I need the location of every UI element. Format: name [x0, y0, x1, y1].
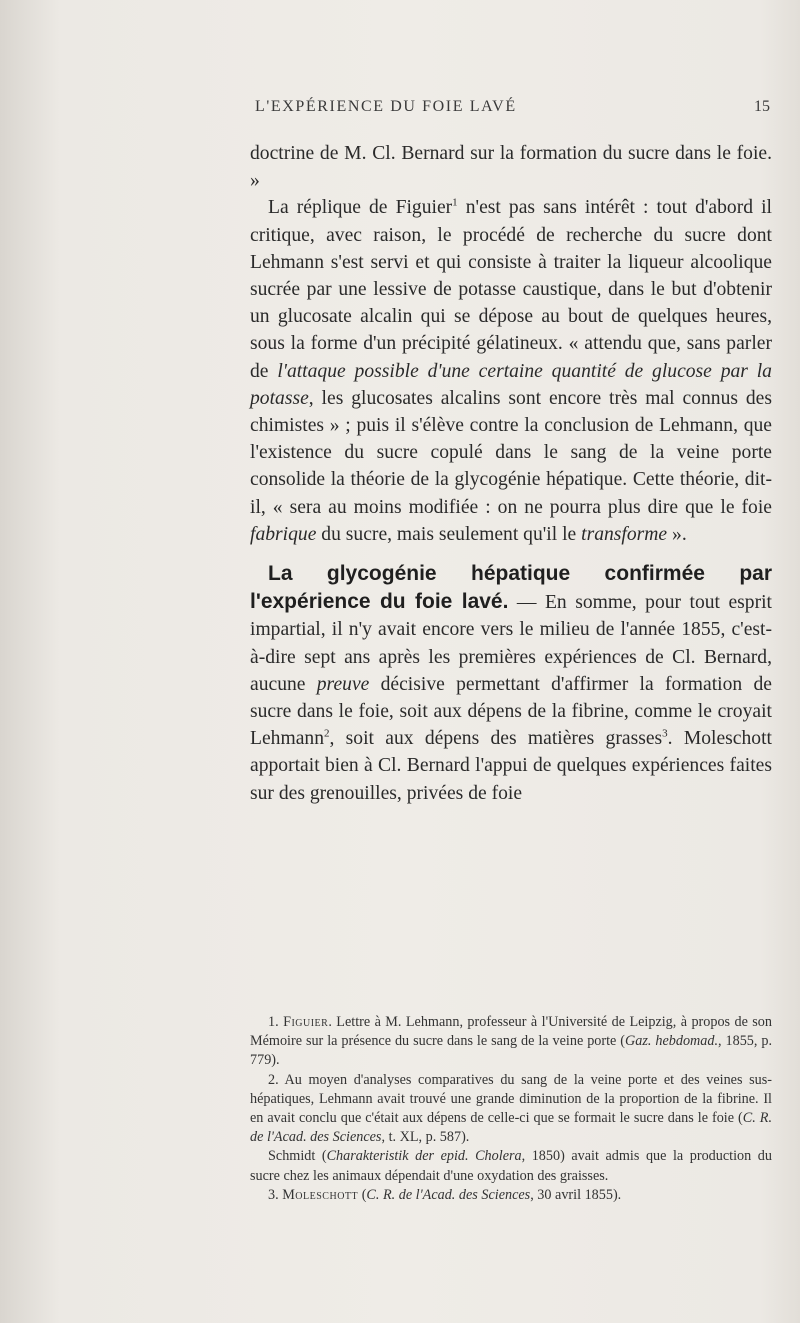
footnote-ref-3: 3	[662, 727, 668, 740]
page-number: 15	[754, 98, 770, 115]
section-heading: La glycogénie hépatique confirmée par l'expérience du foie lavé.	[250, 562, 772, 614]
footnote-2-continued: Schmidt (Charakteristik der epid. Cholera, 1850) avait admis que la production du sucre chez les animaux dépendait d'une oxydation des graisses.	[250, 1148, 772, 1184]
footnotes	[250, 1013, 772, 1205]
paragraph-2: La réplique de Figuier$^1$ n'est pas sans intérêt : tout d'abord il critique, avec raison, le procédé de recherche du sucre dont Lehmann s'est servi et qui consiste à traiter la liqueur alcoolique sucrée par une lessive de potasse caustique, dans le but d'obtenir un glucosate alcalin qui se dépose au bout de quelques heures, sous la forme d'un précipité gélatineux. « attendu que, sans parler de l'attaque possible d'une certaine quantité de glucose par la potasse, les glucosates alcalins sont encore très mal connus des chimistes » ; puis il s'élève contre la conclusion de Lehmann, que l'existence du sucre copulé dans le sang de la veine porte consolide la théorie de la glycogénie hépatique. Cette théorie, dit-il, « sera au moins modifiée : on ne pourra plus dire que le foie fabrique du sucre, mais seulement qu'il le transforme ».	[250, 196, 772, 545]
footnote-3: 3. Moleschott (C. R. de l'Acad. des Sciences, 30 avril 1855).	[268, 1186, 622, 1203]
paragraph-3: La glycogénie hépatique confirmée par l'expérience du foie lavé. — En somme, pour tout esprit impartial, il n'y avait encore vers le milieu de l'année 1855, c'est-à-dire sept ans après les premières expériences de Cl. Bernard, aucune preuve décisive permettant d'affirmer la formation de sucre dans le foie, soit aux dépens de la fibrine, comme le croyait Lehmann$^2$, soit aux dépens des matières grasses$^3$. Moleschott apportait bien à Cl. Bernard l'appui de quelques expériences faites sur des grenouilles, privées de foie	[250, 562, 772, 804]
footnote-ref-2: 2	[324, 727, 330, 740]
body-text	[250, 140, 772, 807]
running-title: L'EXPÉRIENCE DU FOIE LAVÉ	[255, 98, 517, 115]
running-head	[0, 98, 800, 122]
paragraph-1: doctrine de M. Cl. Bernard sur la formation du sucre dans le foie. »	[250, 143, 772, 192]
footnote-2: 2. Au moyen d'analyses comparatives du sang de la veine porte et des veines sus-hépatiques, Lehmann avait trouvé une grande diminution de la proportion de la fibrine. Il en avait conclu que c'était aux dépens de celle-ci que se formait le sucre dans le foie (C. R. de l'Acad. des Sciences, t. XL, p. 587).	[250, 1071, 772, 1146]
footnote-1: 1. Figuier. Lettre à M. Lehmann, professeur à l'Université de Leipzig, à propos de son Mémoire sur la présence du sucre dans le sang de la veine porte (Gaz. hebdomad., 1855, p. 779).	[250, 1014, 773, 1069]
footnote-ref-1: 1	[452, 196, 458, 209]
